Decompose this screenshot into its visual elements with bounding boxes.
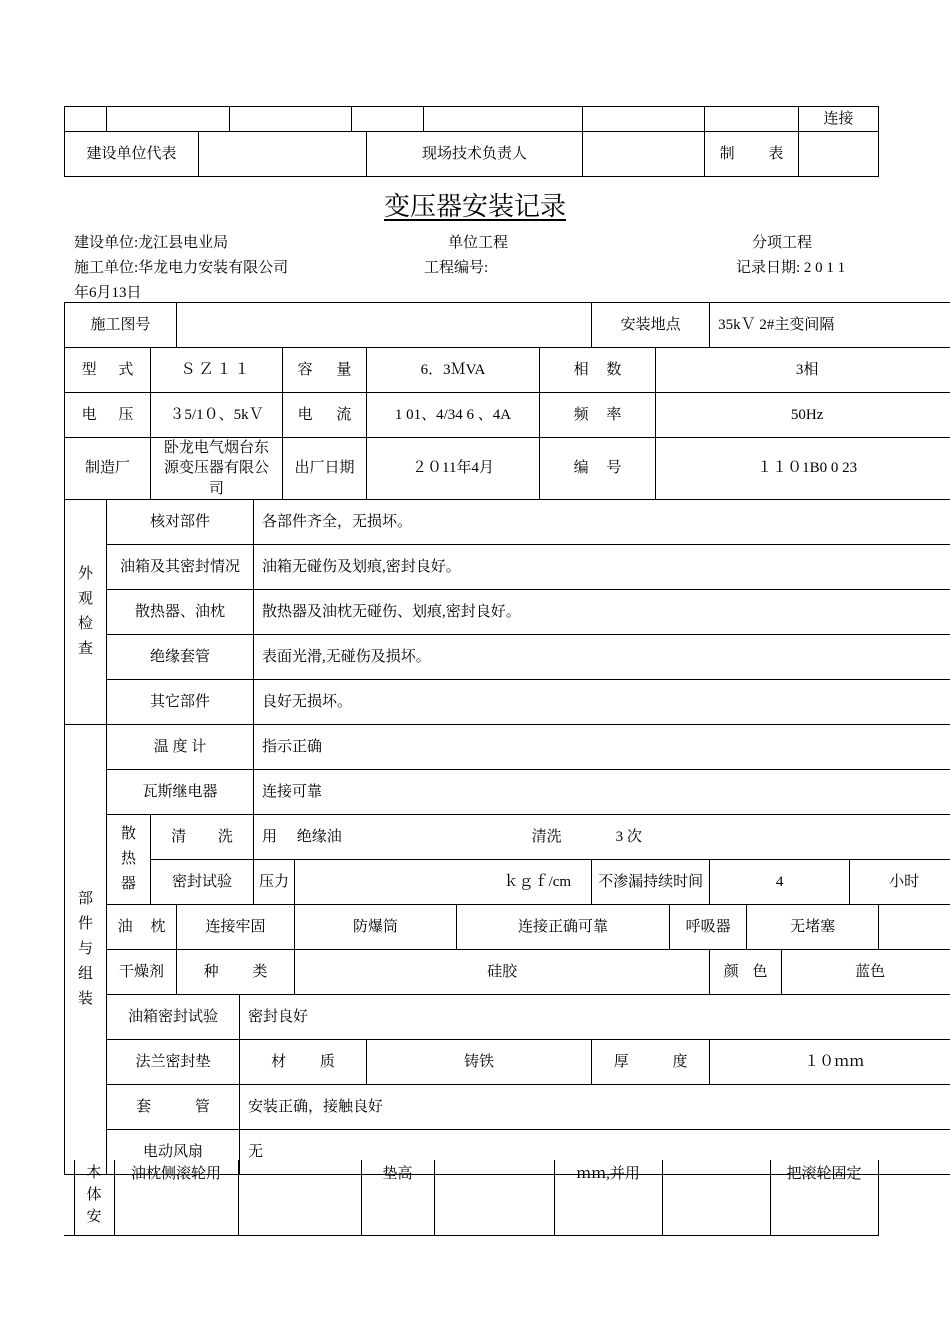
capacity-value: 6．3ＭVA — [367, 348, 540, 393]
color-value: 蓝色 — [782, 949, 950, 994]
serial-label: 编 号 — [540, 438, 656, 500]
breather-value: 无堵塞 — [747, 904, 879, 949]
page-title: 变压器安装记录 — [383, 192, 566, 221]
freq-value: 50Hz — [656, 393, 950, 438]
appearance-result: 各部件齐全，无损坏。 — [254, 499, 950, 544]
type-label: 型 式 — [65, 348, 151, 393]
roller-value — [238, 1160, 361, 1235]
maker-label: 制造厂 — [65, 438, 151, 500]
hours-label: 小时 — [850, 859, 950, 904]
drawing-no-value — [177, 303, 592, 348]
sub-project-info: 分项工程 — [752, 235, 813, 251]
body-install-section-label: 本体安 — [74, 1160, 114, 1235]
clean-times: 3 次 — [592, 814, 950, 859]
project-no-info: 工程编号: — [424, 260, 489, 276]
fan-value: 无 — [240, 1129, 950, 1174]
site-tech-label: 现场技术负责人 — [367, 132, 583, 177]
top-cell — [230, 107, 352, 132]
record-date-info: 记录日期: 2 0 1 1 — [736, 260, 846, 276]
pad-label: 垫高 — [361, 1160, 434, 1235]
current-value: 1 01、4/34 6 、4A — [367, 393, 540, 438]
thickness-value: １０ｍｍ — [710, 1039, 950, 1084]
thermometer-value: 指示正确 — [254, 724, 950, 769]
conservator-value: 连接牢固 — [177, 904, 295, 949]
color-label: 颜 色 — [710, 949, 782, 994]
conservator-label: 油 枕 — [107, 904, 177, 949]
date-label: 出厂日期 — [283, 438, 367, 500]
explosion-value: 连接正确可靠 — [457, 904, 670, 949]
bushing-label: 套 管 — [107, 1084, 240, 1129]
thickness-label: 厚 度 — [592, 1039, 710, 1084]
appearance-item: 散热器、油枕 — [107, 589, 254, 634]
gas-relay-value: 连接可靠 — [254, 769, 950, 814]
kind-value: 硅胶 — [295, 949, 710, 994]
appearance-section-label: 外观检查 — [65, 499, 107, 724]
top-signature-table — [64, 106, 879, 177]
drawing-no-label: 施工图号 — [65, 303, 177, 348]
radiator-label: 散热器 — [107, 814, 151, 904]
clean-with: 用 绝缘油 — [254, 814, 457, 859]
clean-word: 清洗 — [457, 814, 592, 859]
pressure-label: 压力 — [254, 859, 295, 904]
location-label: 安装地点 — [592, 303, 710, 348]
pressure-value: ｋｇｆ/cm — [295, 859, 592, 904]
unit-project-info: 单位工程 — [448, 235, 509, 251]
tank-seal-value: 密封良好 — [240, 994, 950, 1039]
gas-relay-label: 瓦斯继电器 — [107, 769, 254, 814]
appearance-item: 其它部件 — [107, 679, 254, 724]
material-label: 材 质 — [240, 1039, 367, 1084]
builder-rep-label: 建设单位代表 — [65, 132, 199, 177]
no-leak-label: 不渗漏持续时间 — [592, 859, 710, 904]
appearance-item: 油箱及其密封情况 — [107, 544, 254, 589]
mm-label: ｍｍ,并用 — [554, 1160, 662, 1235]
top-cell — [424, 107, 583, 132]
freq-label: 频 率 — [540, 393, 656, 438]
clean-label: 清 洗 — [151, 814, 254, 859]
pad-value — [434, 1160, 554, 1235]
contractor-info: 施工单位:华龙电力安装有限公司 — [74, 260, 289, 276]
top-cell — [352, 107, 424, 132]
appearance-item: 绝缘套管 — [107, 634, 254, 679]
bottom-spacer — [64, 1160, 74, 1235]
site-tech-value — [583, 132, 705, 177]
current-label: 电 流 — [283, 393, 367, 438]
date-value: ２０11年4月 — [367, 438, 540, 500]
flange-label: 法兰密封垫 — [107, 1039, 240, 1084]
appearance-result: 良好无损坏。 — [254, 679, 950, 724]
appearance-item: 核对部件 — [107, 499, 254, 544]
builder-rep-value — [199, 132, 367, 177]
connect-label: 连接 — [799, 107, 879, 132]
voltage-value: ３5/1０、5kＶ — [151, 393, 283, 438]
no-leak-value: 4 — [710, 859, 850, 904]
phase-label: 相 数 — [540, 348, 656, 393]
record-date-continued: 年6月13日 — [74, 285, 142, 301]
serial-value: １１０1B0 0 23 — [656, 438, 950, 500]
tank-seal-label: 油箱密封试验 — [107, 994, 240, 1039]
location-value: 35kＶ 2#主变间隔 — [710, 303, 950, 348]
top-cell — [107, 107, 230, 132]
top-cell — [583, 107, 705, 132]
thermometer-label: 温 度 计 — [107, 724, 254, 769]
phase-value: 3相 — [656, 348, 950, 393]
fix-label: 把滚轮固定 — [770, 1160, 878, 1235]
material-value: 铸铁 — [367, 1039, 592, 1084]
explosion-label: 防爆筒 — [295, 904, 457, 949]
fan-label: 电动风扇 — [107, 1129, 240, 1174]
seal-test-label: 密封试验 — [151, 859, 254, 904]
top-cell — [705, 107, 799, 132]
capacity-label: 容 量 — [283, 348, 367, 393]
top-cell — [65, 107, 107, 132]
transformer-record-table — [64, 302, 950, 1175]
body-install-table — [64, 1160, 879, 1236]
table-maker-value — [799, 132, 879, 177]
roller-label: 油枕侧滚轮用 — [114, 1160, 238, 1235]
builder-info: 建设单位:龙江县电业局 — [74, 235, 229, 251]
assembly-section-label: 部件与组装 — [65, 724, 107, 1174]
bushing-value: 安装正确，接触良好 — [240, 1084, 950, 1129]
maker-value: 卧龙电气烟台东源变压器有限公司 — [151, 438, 283, 500]
appearance-result: 表面光滑,无碰伤及损坏。 — [254, 634, 950, 679]
desiccant-label: 干燥剂 — [107, 949, 177, 994]
kind-label: 种 类 — [177, 949, 295, 994]
table-maker-label: 制 表 — [705, 132, 799, 177]
voltage-label: 电 压 — [65, 393, 151, 438]
mm-value — [662, 1160, 770, 1235]
appearance-result: 散热器及油枕无碰伤、划痕,密封良好。 — [254, 589, 950, 634]
appearance-result: 油箱无碰伤及划痕,密封良好。 — [254, 544, 950, 589]
type-value: ＳＺ１１ — [151, 348, 283, 393]
breather-label: 呼吸器 — [670, 904, 747, 949]
bottom-left-rule — [64, 1235, 74, 1236]
